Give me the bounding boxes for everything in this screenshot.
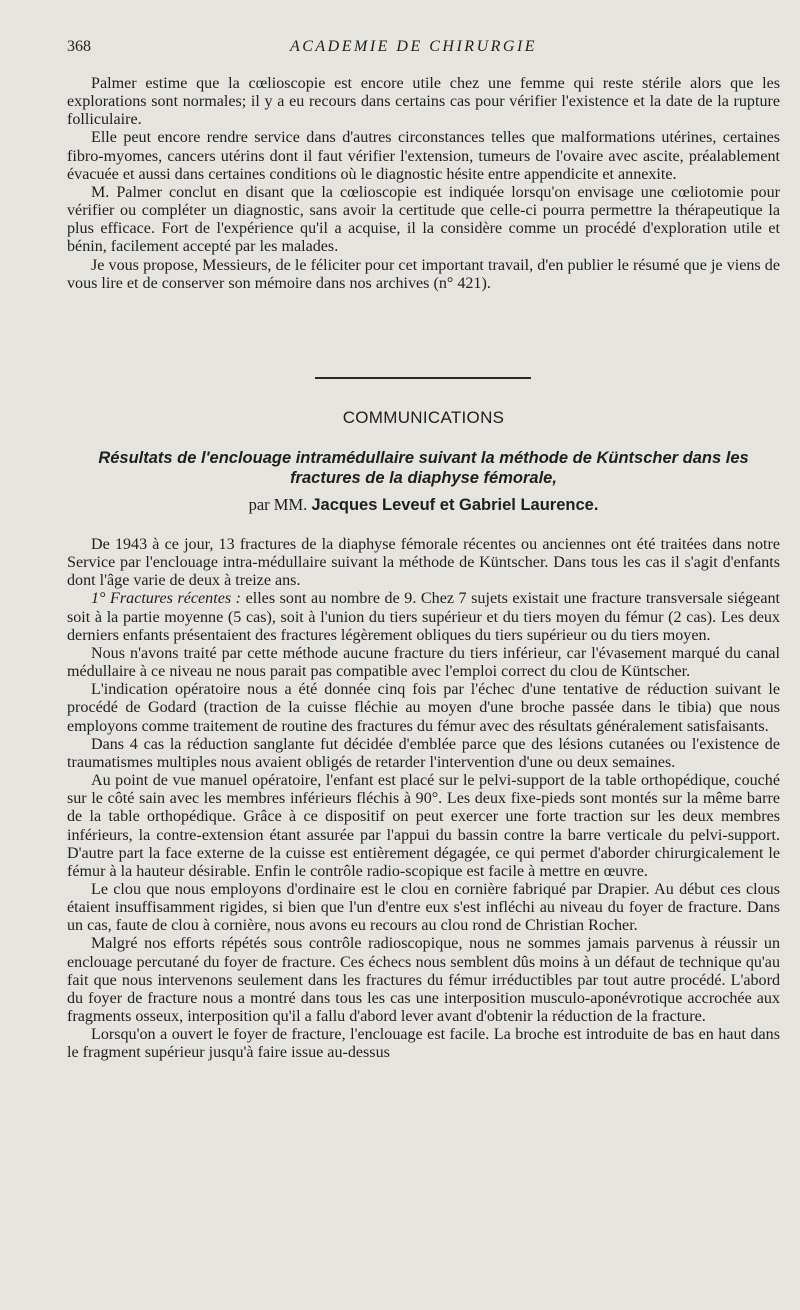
byline-authors: Jacques Leveuf et Gabriel Laurence. xyxy=(311,496,599,514)
paragraph: L'indication opératoire nous a été donnée cinq fois par l'échec d'une tentative de réduction suivant le procédé de Godard (traction de la cuisse fléchie au moyen d'une broche passée dans le tibia) que nous employons comme traitement de routine des fractures du fémur avec des résultats généralement satisfaisants. xyxy=(67,681,780,735)
subsection-lead: 1° Fractures récentes : xyxy=(91,590,242,608)
paragraph-text: elles sont au nombre de 9. Chez 7 sujets existait une fracture transversale siégeant soit à la partie moyenne (5 cas), soit à l'union du tiers supérieur et du tiers moyen du fémur (2 cas). Les deux derniers enfants présentaient des fractures légèrement obliques du tiers supérieur ou du tiers moyen. xyxy=(67,590,780,644)
paragraph xyxy=(67,590,780,644)
section-heading: COMMUNICATIONS xyxy=(342,408,505,427)
paragraph: Palmer estime que la cœlioscopie est encore utile chez une femme qui reste stérile alors que les explorations sont normales; il y a eu recours dans certains cas pour vérifier l'existence et la date de la rupture folliculaire. xyxy=(67,75,780,129)
paragraph: Le clou que nous employons d'ordinaire est le clou en cornière fabriqué par Drapier. Au début ces clous étaient insuffisamment rigides, si bien que l'un d'entre eux s'est infléchi au niveau du foyer de fracture. Dans un cas, faute de clou à cornière, nous avons eu recours au clou rond de Christian Rocher. xyxy=(67,880,780,935)
paragraph: Malgré nos efforts répétés sous contrôle radioscopique, nous ne sommes jamais parvenus à réussir un enclouage percutané du foyer de fracture. Ces échecs nous semblent dûs moins à un défaut de technique qu'au fait que nous intervenons seulement dans les fractures du fémur irréductibles par tout autre procédé. L'abord du foyer de fracture nous a montré dans tous les cas une interposition musculo-aponévrotique accrochée aux fragments osseux, interposition qu'il a fallu d'abord lever avant d'obtenir la réduction de la fracture. xyxy=(67,935,780,1026)
page-header xyxy=(67,38,760,62)
paragraph: De 1943 à ce jour, 13 fractures de la diaphyse fémorale récentes ou anciennes ont été traitées dans notre Service par l'enclouage intra-médullaire suivant la méthode de Küntscher. Dans tous les cas il s'agit d'enfants dont l'âge varie de deux à treize ans. xyxy=(67,536,780,590)
paragraph: Lorsqu'on a ouvert le foyer de fracture, l'enclouage est facile. La broche est introduite de bas en haut dans le fragment supérieur jusqu'à faire issue au-dessus xyxy=(67,1026,780,1062)
paragraph: Je vous propose, Messieurs, de le féliciter pour cet important travail, d'en publier le résumé que je viens de vous lire et de conserver son mémoire dans nos archives (n° 421). xyxy=(67,256,780,292)
paragraph: Elle peut encore rendre service dans d'autres circonstances telles que malformations utérines, certaines fibro-myomes, cancers utérins dont il faut vérifier l'extension, tumeurs de l'ovaire avec ascite, préalablement évacuée et aussi dans certaines conditions où le diagnostic hésite entre appendicite et annexite. xyxy=(67,129,780,183)
report-conclusion-text xyxy=(67,75,780,293)
section-divider xyxy=(315,377,531,379)
article-body xyxy=(67,536,780,1063)
page-number: 368 xyxy=(67,38,91,55)
paragraph: Nous n'avons traité par cette méthode aucune fracture du tiers inférieur, car l'évasement marqué du canal médullaire à ce niveau ne nous parait pas compatible avec l'emploi correct du clou de Küntscher. xyxy=(67,644,780,681)
article-title: Résultats de l'enclouage intramédullaire suivant la méthode de Küntscher dans les fractures de la diaphyse fémorale, xyxy=(98,449,749,487)
paragraph: M. Palmer conclut en disant que la cœlioscopie est indiquée lorsqu'on envisage une cœliotomie pour vérifier ou compléter un diagnostic, sans avoir la certitude que celle-ci pourra permettre la thérapeutique la plus efficace. Fort de l'expérience qu'il a acquise, il la considère comme un procédé d'exploration utile et bénin, facilement accepté par les malades. xyxy=(67,183,780,256)
paragraph: Dans 4 cas la réduction sanglante fut décidée d'emblée parce que des lésions cutanées ou l'existence de traumatismes multiples nous avaient obligés de retarder l'intervention d'une ou deux semaines. xyxy=(67,735,780,771)
byline-prefix: par MM. xyxy=(248,495,308,514)
running-title: ACADEMIE DE CHIRURGIE xyxy=(289,38,538,55)
paragraph: Au point de vue manuel opératoire, l'enfant est placé sur le pelvi-support de la table orthopédique, couché sur le côté sain avec les membres inférieurs fléchis à 90°. Les deux fixe-pieds sont montés sur la même barre de la table orthopédique. Grâce à ce dispositif on peut exercer une forte traction sur les deux membres inférieurs, la contre-extension étant assurée par l'appui du bassin contre la barre verticale du pelvi-support. D'autre part la face externe de la cuisse est entièrement dégagée, ce qui permet d'aborder chirurgicalement le fémur à la hauteur désirable. Enfin le contrôle radio-scopique est facile à mettre en œuvre. xyxy=(67,772,780,880)
article-byline xyxy=(67,495,780,515)
